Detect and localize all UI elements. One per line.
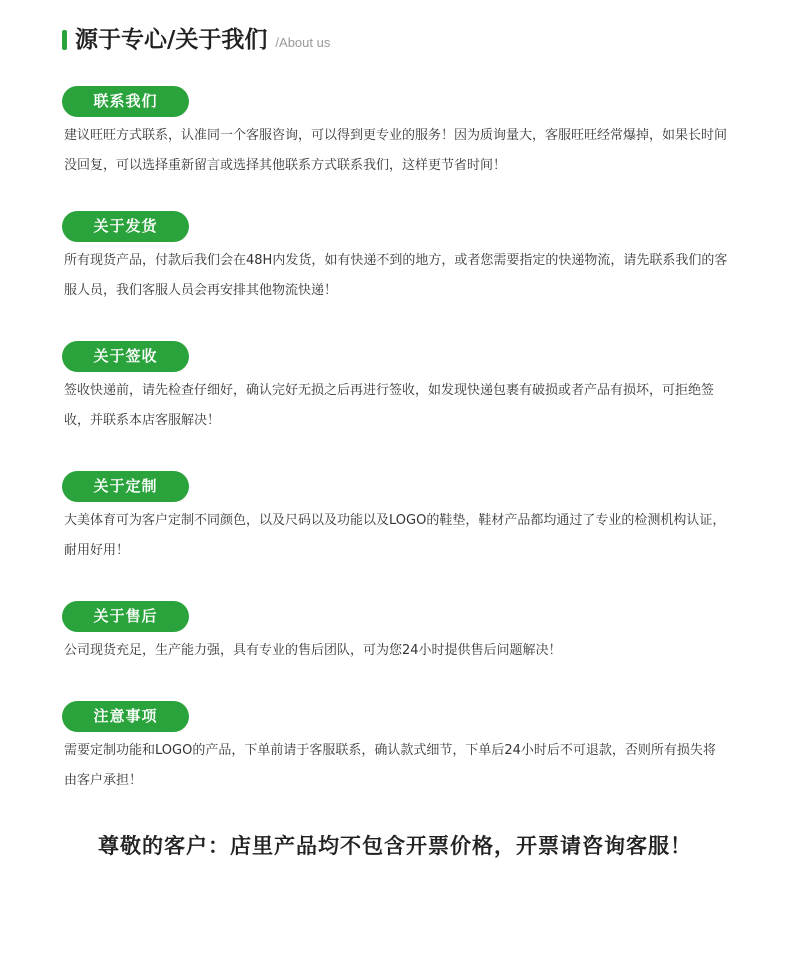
section-label-custom: 关于定制: [62, 471, 189, 502]
section-custom: [62, 471, 728, 566]
invoice-notice: 尊敬的客户：店里产品均不包含开票价格，开票请咨询客服！: [98, 834, 692, 858]
section-contact: [62, 86, 728, 181]
section-label-after-sales: 关于售后: [62, 601, 189, 632]
section-after-sales: [62, 601, 728, 666]
section-text-after-sales: 公司现货充足，生产能力强，具有专业的售后团队，可为您24小时提供售后问题解决！: [64, 643, 562, 658]
accent-bar: [62, 30, 67, 50]
section-shipping: [62, 211, 728, 306]
section-receipt: [62, 341, 728, 436]
section-notes: [62, 701, 728, 796]
section-text-shipping: 所有现货产品，付款后我们会在48H内发货，如有快递不到的地方，或者您需要指定的快递物流，请先联系我们的客服人员，我们客服人员会再安排其他物流快递！: [64, 253, 728, 298]
section-label-receipt: 关于签收: [62, 341, 189, 372]
section-text-receipt: 签收快递前，请先检查仔细好，确认完好无损之后再进行签收，如发现快递包裹有破损或者产品有损坏，可拒绝签收，并联系本店客服解决！: [64, 383, 715, 428]
section-label-contact: 联系我们: [62, 86, 189, 117]
page-title: 源于专心/关于我们: [75, 27, 268, 53]
page-subtitle: /About us: [275, 35, 331, 50]
page-header: [62, 24, 330, 56]
section-text-custom: 大美体育可为客户定制不同颜色，以及尺码以及功能以及LOGO的鞋垫，鞋材产品都均通过了专业的检测机构认证，耐用好用！: [64, 513, 726, 558]
section-text-notes: 需要定制功能和LOGO的产品，下单前请于客服联系，确认款式细节，下单后24小时后不可退款，否则所有损失将由客户承担！: [64, 743, 716, 788]
section-label-notes: 注意事项: [62, 701, 189, 732]
section-label-shipping: 关于发货: [62, 211, 189, 242]
section-text-contact: 建议旺旺方式联系，认准同一个客服咨询，可以得到更专业的服务！因为质询量大，客服旺旺经常爆掉，如果长时间没回复，可以选择重新留言或选择其他联系方式联系我们，这样更节省时间！: [64, 128, 728, 173]
